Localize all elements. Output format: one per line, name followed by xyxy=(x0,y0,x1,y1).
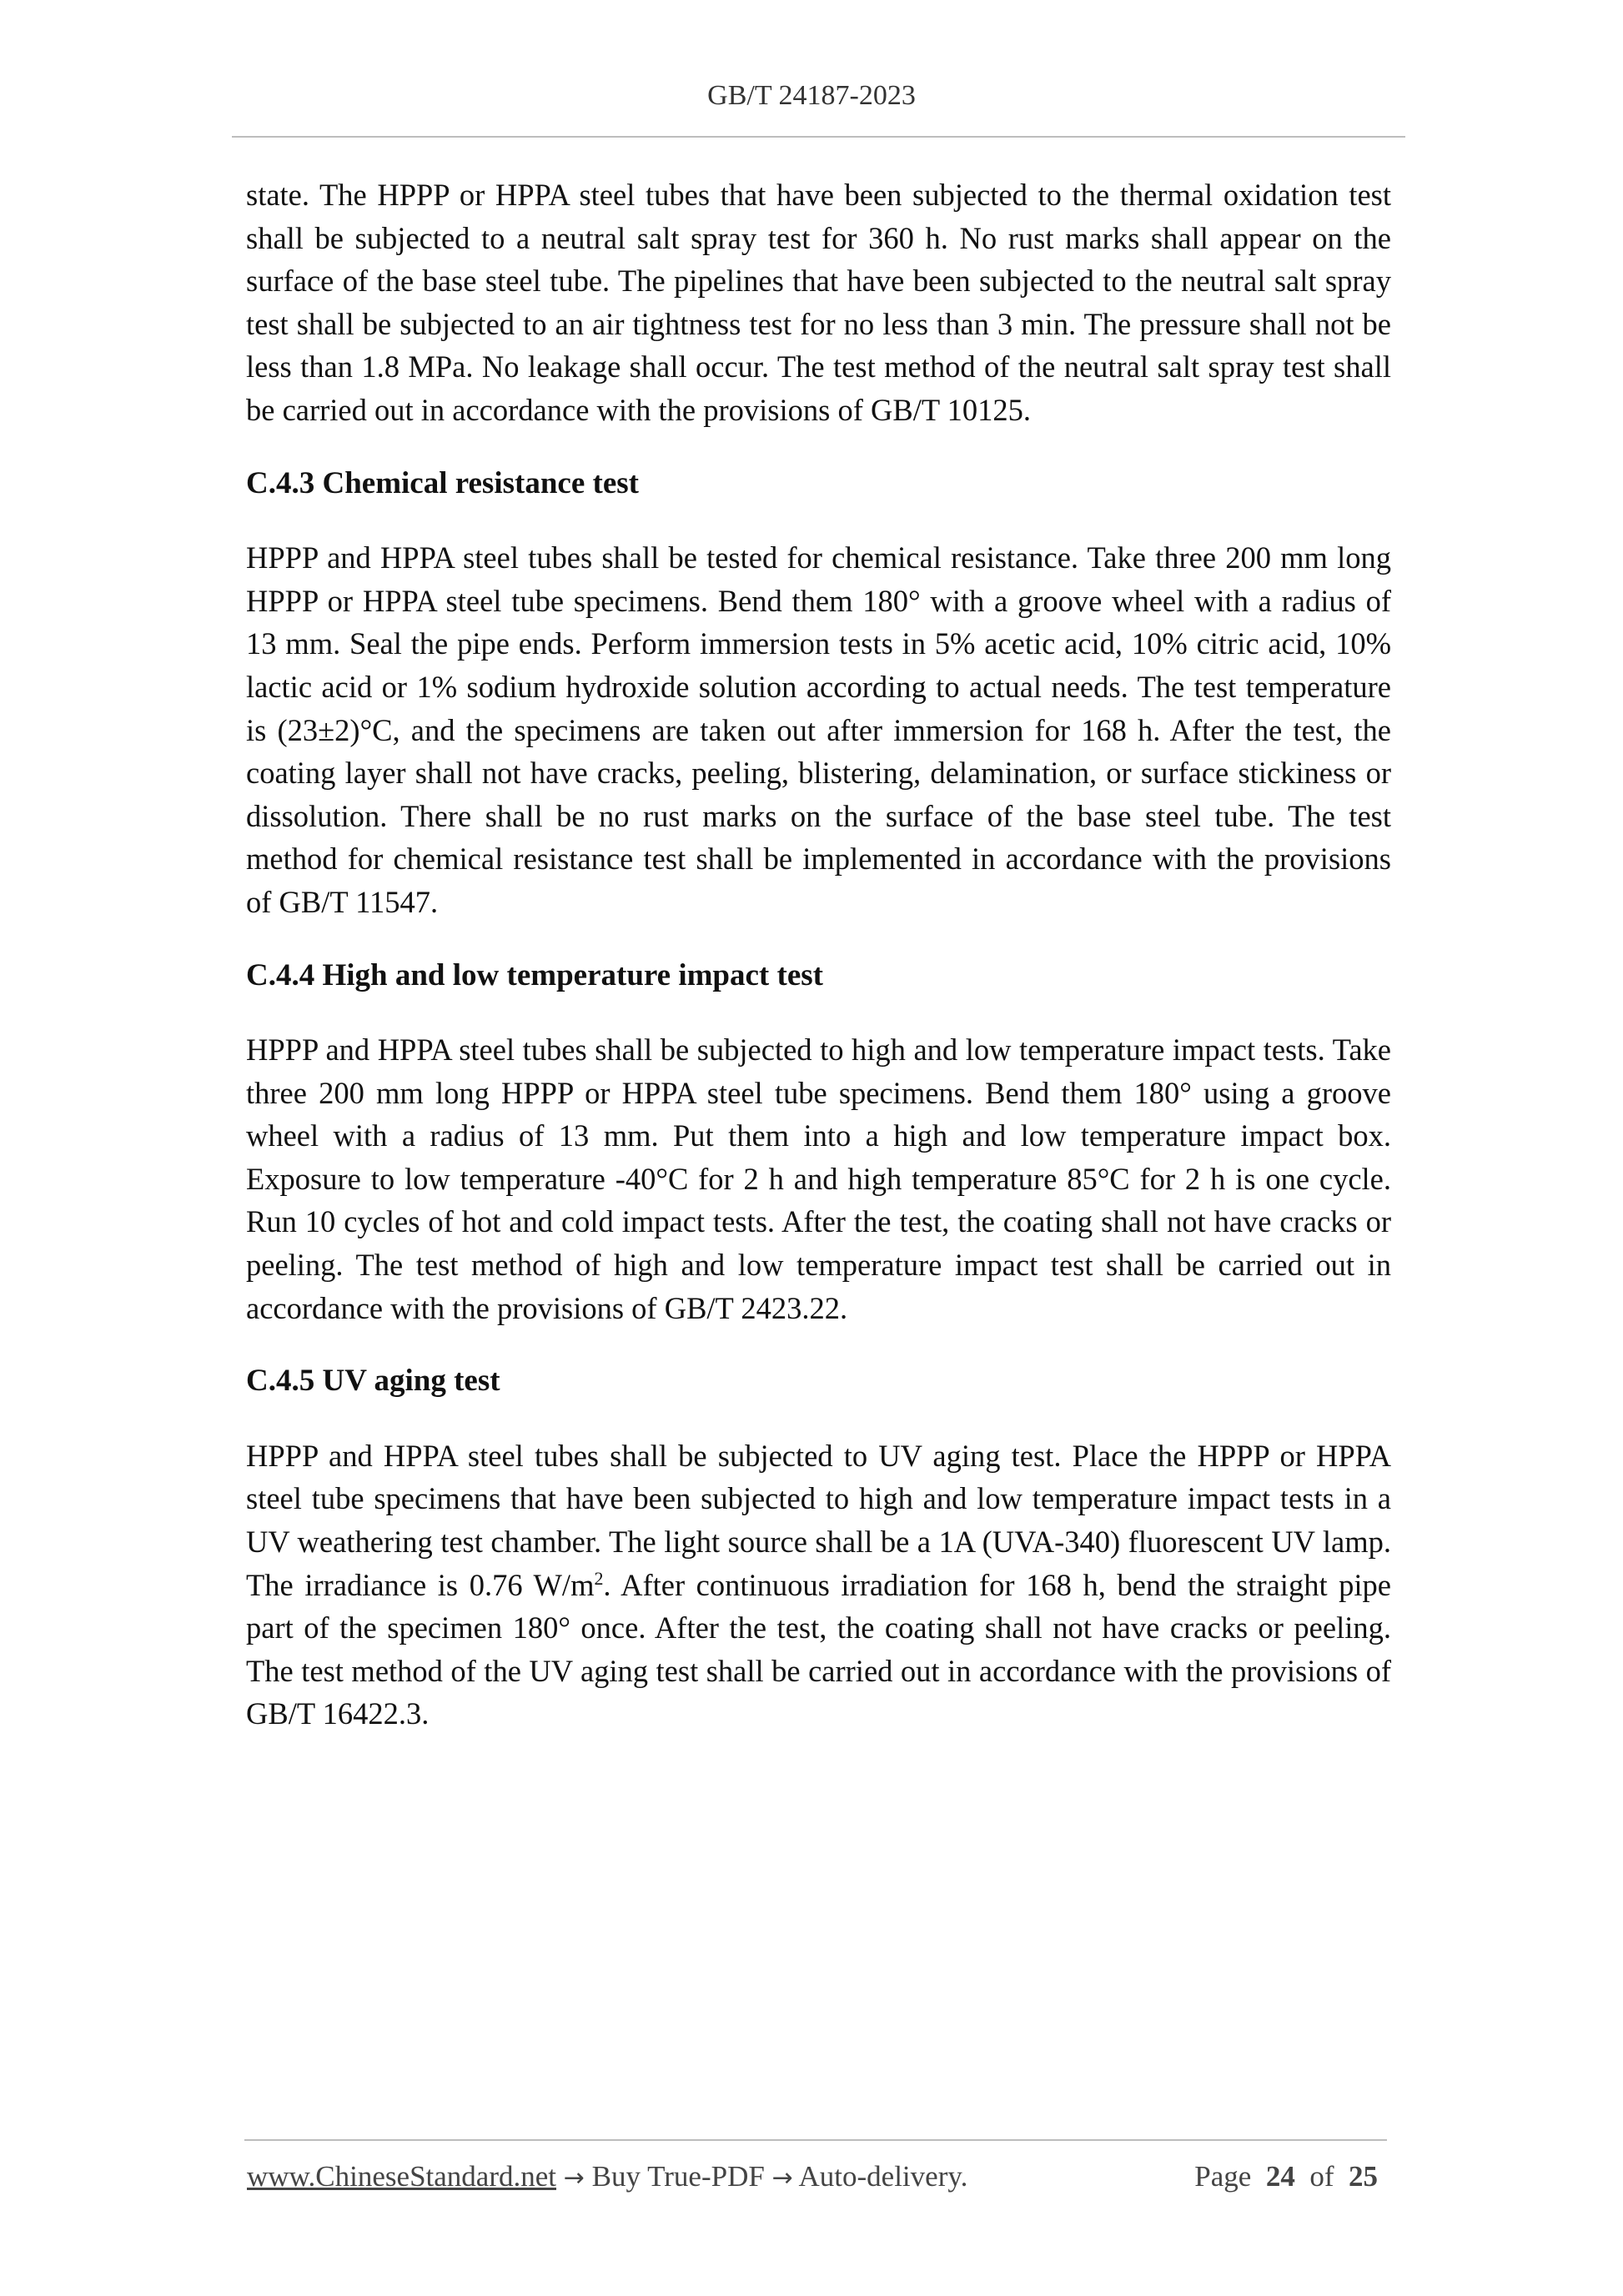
section-heading-chemical-resistance: C.4.3 Chemical resistance test xyxy=(246,465,639,500)
page-content xyxy=(246,173,1391,1736)
auto-delivery-text: Auto-delivery. xyxy=(792,2160,968,2193)
uv-aging-text-part2: . After continuous irradiation for 168 h, bend the straight pipe part of the specimen 180° once. After the test, the coating shall not have cracks or peeling. The test method of the UV aging test shall be carried out in accordance with the provisions of GB/T 16422.3. xyxy=(246,1567,1391,1731)
page-label: Page xyxy=(1194,2160,1252,2193)
uv-aging-text-part1: HPPP and HPPA steel tubes shall be subjected to UV aging test. Place the HPPP or HPPA steel tube specimens that have been subjected to high and low temperature impact tests in a UV weathering test chamber. The light source shall be a 1A (UVA-340) fluorescent UV lamp. The irradiance is 0.76 W/m xyxy=(246,1438,1391,1602)
section-heading-temperature-impact: C.4.4 High and low temperature impact test xyxy=(246,957,823,992)
paragraph-chemical-resistance: HPPP and HPPA steel tubes shall be tested for chemical resistance. Take three 200 mm long HPPP or HPPA steel tube specimens. Bend them 180° with a groove wheel with a radius of 13 mm. Seal the pipe ends. Perform immersion tests in 5% acetic acid, 10% citric acid, 10% lactic acid or 1% sodium hydroxide solution according to actual needs. The test temperature is (23±2)°C, and the specimens are taken out after immersion for 168 h. After the test, the coating layer shall not have cracks, peeling, blistering, delamination, or surface stickiness or dissolution. There shall be no rust marks on the surface of the base steel tube. The test method for chemical resistance test shall be implemented in accordance with the provisions of GB/T 11547. xyxy=(246,540,1391,919)
arrow-right-icon: → xyxy=(771,2163,793,2193)
page-header xyxy=(0,80,1623,112)
total-pages-number: 25 xyxy=(1349,2160,1378,2193)
site-link[interactable]: www.ChineseStandard.net xyxy=(247,2160,556,2193)
header-divider xyxy=(232,136,1405,138)
paragraph-thermal-oxidation-continued: state. The HPPP or HPPA steel tubes that have been subjected to the thermal oxidation test shall be subjected to a neutral salt spray test for 360 h. No rust marks shall appear on the surface of the base steel tube. The pipelines that have been subjected to the neutral salt spray test shall be subjected to an air tightness test for no less than 3 min. The pressure shall not be less than 1.8 MPa. No leakage shall occur. The test method of the neutral salt spray test shall be carried out in accordance with the provisions of GB/T 10125. xyxy=(246,178,1391,427)
arrow-right-icon: → xyxy=(563,2163,585,2193)
of-label: of xyxy=(1309,2160,1334,2193)
superscript-exponent: 2 xyxy=(594,1567,604,1589)
current-page-number: 24 xyxy=(1265,2160,1295,2193)
document-id: GB/T 24187-2023 xyxy=(707,80,916,111)
paragraph-uv-aging xyxy=(246,1434,1391,1736)
paragraph-temperature-impact: HPPP and HPPA steel tubes shall be subjected to high and low temperature impact tests. Take three 200 mm long HPPP or HPPA steel tube specimens. Bend them 180° using a groove wheel with a radius of 13 mm. Put them into a high and low temperature impact box. Exposure to low temperature -40°C for 2 h and high temperature 85°C for 2 h is one cycle. Run 10 cycles of hot and cold impact tests. After the test, the coating shall not have cracks or peeling. The test method of high and low temperature impact test shall be carried out in accordance with the provisions of GB/T 2423.22. xyxy=(246,1032,1391,1325)
page-number xyxy=(1194,2160,1378,2193)
footer-divider xyxy=(244,2139,1387,2141)
buy-true-pdf-text: Buy True-PDF xyxy=(584,2160,772,2193)
section-heading-uv-aging: C.4.5 UV aging test xyxy=(246,1364,500,1399)
footer-promo xyxy=(247,2160,967,2193)
